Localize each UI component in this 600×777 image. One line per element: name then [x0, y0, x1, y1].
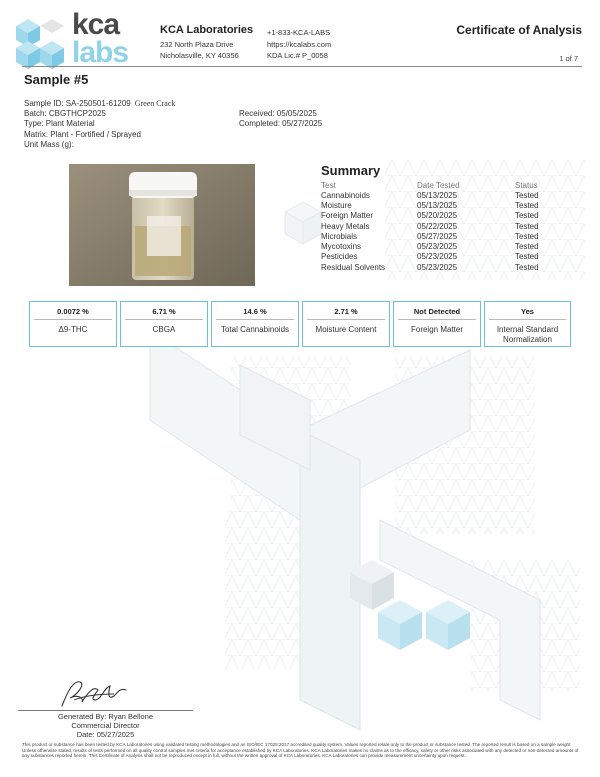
table-row — [321, 262, 555, 272]
date-tested: 05/23/2025 — [417, 242, 458, 252]
sample-photo — [69, 164, 255, 286]
strain-name: Green Crack — [134, 99, 176, 108]
header-divider — [22, 66, 582, 67]
test-status: Tested — [515, 211, 539, 221]
date-tested: 05/23/2025 — [417, 252, 458, 262]
signature-block — [18, 712, 193, 739]
test-status: Tested — [515, 242, 539, 252]
completed-date: Completed: 05/27/2025 — [239, 119, 323, 129]
test-status: Tested — [515, 252, 539, 262]
table-row — [321, 200, 555, 210]
result-divider — [489, 319, 566, 320]
test-name: Microbials — [321, 231, 358, 241]
date-tested: 05/20/2025 — [417, 211, 458, 221]
sample-dates — [239, 109, 322, 129]
company-contact — [267, 27, 331, 62]
test-status: Tested — [515, 190, 539, 200]
col-header-date: Date Tested — [417, 180, 460, 190]
result-box-d9-thc — [29, 301, 117, 347]
result-box-foreign-matter — [393, 301, 481, 347]
legal-disclaimer: This product or substance has been tested by KCA Laboratories using validated testing methodologies and an ISO/IEC 17025:2017 accredited quality system. Values reported relate only to the product or substance tested. The reported result is based on a sample weight. Unless otherwise stated, results of tests performed on all quality control samples met criteria for acceptance established by KCA Laboratories. KCA Laboratories makes no claims as to the efficacy, safety or other risks associated with any detected or non-detected amounts of any substances reported herein. This Certificate of Analysis shall not be reproduced except in full, without the written approval of KCA Laboratories. KCA Laboratories can provide measurement uncertainty upon request. — [22, 742, 579, 759]
col-header-test: Test — [321, 180, 336, 190]
table-row — [321, 231, 555, 241]
date-tested: 05/22/2025 — [417, 221, 458, 231]
result-divider — [34, 319, 112, 320]
col-header-status: Status — [515, 180, 538, 190]
table-row — [321, 252, 555, 262]
test-name: Pesticides — [321, 252, 358, 262]
date-tested: 05/13/2025 — [417, 190, 458, 200]
result-label: Foreign Matter — [410, 325, 464, 334]
test-status: Tested — [515, 231, 539, 241]
result-divider — [307, 319, 385, 320]
summary-header-row — [321, 180, 555, 190]
generated-by: Generated By: Ryan Bellone — [57, 712, 154, 721]
test-status: Tested — [515, 262, 539, 272]
result-value: 0.0072 % — [57, 307, 89, 316]
signature-date: Date: 05/27/2025 — [76, 730, 135, 739]
date-tested: 05/13/2025 — [417, 200, 458, 210]
table-row — [321, 211, 555, 221]
sample-title: Sample #5 — [24, 72, 89, 87]
result-label: Δ9-THC — [58, 325, 88, 334]
document-title: Certificate of Analysis — [456, 23, 582, 37]
sample-id — [24, 99, 175, 109]
signature-line — [18, 710, 193, 711]
sample-details — [24, 99, 175, 150]
batch: Batch: CBGTHCP2025 — [24, 109, 106, 119]
result-box-total-cannabinoids — [211, 301, 299, 347]
website-link[interactable]: https://kcalabs.com — [267, 39, 332, 49]
table-row — [321, 241, 555, 251]
result-value: Not Detected — [413, 307, 461, 316]
result-label: CBGA — [152, 325, 176, 334]
summary-title: Summary — [321, 163, 381, 178]
sample-id-text: Sample ID: SA-250501-61209 — [24, 99, 131, 108]
result-value: 6.71 % — [152, 307, 176, 316]
test-name: Residual Solvents — [321, 262, 386, 272]
table-row — [321, 221, 555, 231]
date-tested: 05/27/2025 — [417, 231, 458, 241]
test-status: Tested — [515, 221, 539, 231]
kca-labs-logo — [14, 8, 154, 70]
table-row — [321, 190, 555, 200]
matrix: Matrix: Plant - Fortified / Sprayed — [24, 129, 141, 139]
page-number: 1 of 7 — [559, 54, 578, 63]
logo-text-kca: kca — [72, 8, 120, 41]
address-line-1: 232 North Plaza Drive — [160, 40, 234, 49]
summary-table — [321, 180, 555, 272]
result-box-cbga — [120, 301, 208, 347]
test-status: Tested — [515, 200, 539, 210]
sample-type: Type: Plant Material — [24, 119, 95, 129]
license-number: KDA Lic.# P_0058 — [267, 51, 328, 60]
test-name: Foreign Matter — [321, 211, 374, 221]
company-name: KCA Laboratories — [160, 24, 254, 36]
result-value: 14.6 % — [243, 307, 267, 316]
date-tested: 05/23/2025 — [417, 262, 458, 272]
test-name: Moisture — [321, 200, 352, 210]
company-address — [160, 39, 239, 61]
result-box-normalization — [484, 301, 571, 347]
test-name: Cannabinoids — [321, 190, 370, 200]
result-divider — [125, 319, 203, 320]
cube-logo-icon — [16, 19, 64, 69]
result-label: Internal Standard Normalization — [496, 325, 559, 344]
result-value: Yes — [521, 307, 534, 316]
result-divider — [216, 319, 294, 320]
unit-mass: Unit Mass (g): — [24, 139, 74, 149]
result-box-moisture — [302, 301, 390, 347]
signer-role: Commercial Director — [71, 721, 140, 730]
test-name: Mycotoxins — [321, 242, 362, 252]
result-label: Total Cannabinoids — [220, 325, 290, 334]
address-line-2: Nicholasville, KY 40356 — [160, 51, 239, 60]
result-value: 2.71 % — [334, 307, 358, 316]
test-name: Heavy Metals — [321, 221, 370, 231]
result-divider — [398, 319, 476, 320]
result-label: Moisture Content — [315, 325, 377, 334]
logo-text-labs: labs — [72, 36, 129, 69]
phone-number: +1-833-KCA-LABS — [267, 28, 331, 37]
received-date: Received: 05/05/2025 — [239, 109, 317, 118]
signature-image — [54, 672, 134, 712]
